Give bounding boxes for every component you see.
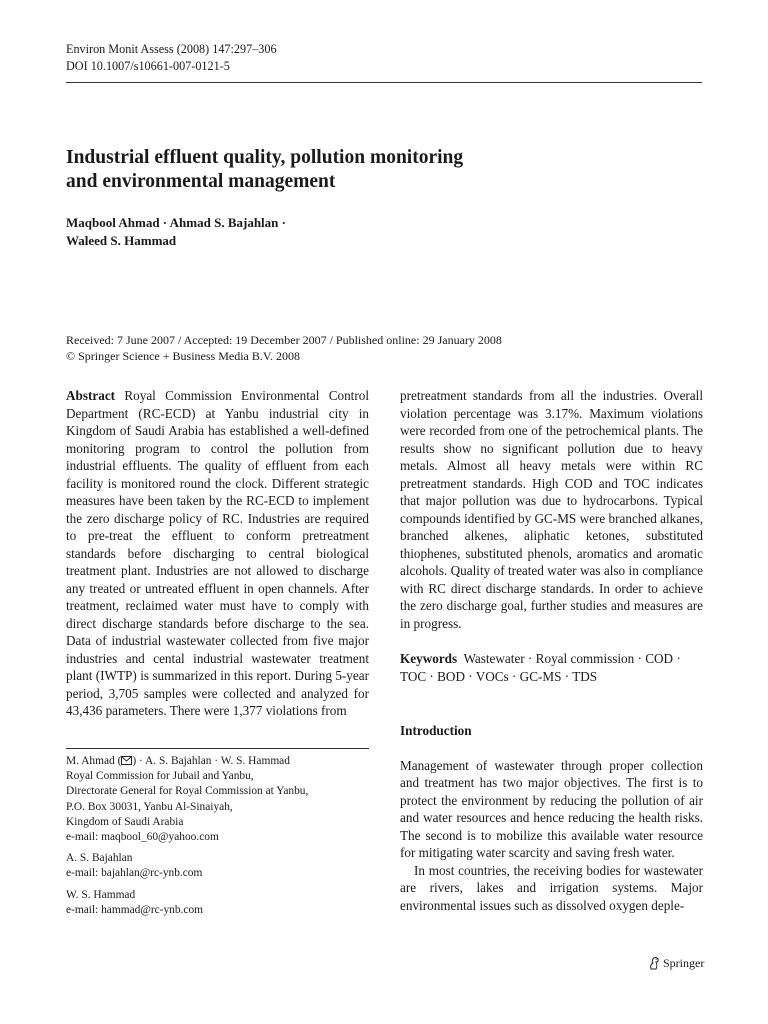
author-bajahlan: A. S. Bajahlan [66,852,133,865]
affiliation-country: Kingdom of Saudi Arabia [66,815,184,828]
author-hammad: W. S. Hammad [66,888,136,901]
intro-paragraph-1: Management of wastewater through proper collection and treatment has two major objectives. The first is to protect the environment by reducing the pollution of air and water resources and hence reducing the health risks. The second is to mobilize this available water resource for mitigating water scarcity and saving fresh water. [400,757,703,860]
affiliation-org: Royal Commission for Jubail and Yanbu, [66,770,254,783]
keywords-text: Wastewater · Royal commission · COD · TOC · BOD · VOCs · GC-MS · TDS [400,651,681,684]
affiliation-address: P.O. Box 30031, Yanbu Al-Sinaiyah, [66,800,233,813]
header-rule [66,82,702,83]
author-list [66,214,466,250]
email-bajahlan[interactable]: e-mail: bajahlan@rc-ynb.com [66,867,203,880]
dates-line: Received: 7 June 2007 / Accepted: 19 December 2007 / Published online: 29 January 2008 [66,333,502,347]
journal-citation: Environ Monit Assess (2008) 147:297–306 [66,42,277,56]
intro-paragraph-2: In most countries, the receiving bodies for wastewater are rivers, lakes and irrigation systems. Major environmental issues such as dissolved oxygen deple- [400,862,703,913]
co-authors: ) · A. S. Bajahlan · W. S. Hammad [132,755,290,767]
abstract-text-right: pretreatment standards from all the industries. Overall violation percentage was 3.17%. Maximum violations were recorded from one of the petrochemical plants. The results show no significant pollution due to heavy metals. Almost all heavy metals were within RC pretreatment standards. High COD and TOC indicates that major pollution was due to hydrocarbons. Typical compounds identified by GC-MS were branched alkanes, branched alkenes, aliphatic ketones, substituted thiophenes, substituted phenols, aromatics and aromatic alcohols. Quality of treated water was also in compliance with RC direct discharge standards. In order to achieve the zero discharge goal, further studies and measures are in progress. [400,388,703,631]
affiliation-rule [66,748,369,749]
title-line-1: Industrial effluent quality, pollution monitoring [66,147,464,168]
springer-horse-icon [648,956,660,970]
copyright-line: © Springer Science + Business Media B.V. 2008 [66,349,300,363]
abstract-text-left: Royal Commission Environmental Control Department (RC-ECD) at Yanbu industrial city in Kingdom of Saudi Arabia has established a well-defined monitoring program to control the pollution from industrial effluents. The quality of effluent from each facility is monitored round the clock. Different strategic measures have been taken by the RC-ECD to implement the zero discharge policy of RC. Industries are required to pre-treat the effluent to conform pretreatment standards before discharging to central biological treatment plant. Industries are not allowed to discharge any treated or untreated effluent in open channels. After treatment, reclaimed water must have to comply with direct discharge standards before discharge to the sea. Data of industrial wastewater collected from five major industries and cental industrial wastewater treatment plant (IWTP) is summarized in this report. During 5-year period, 3,705 samples were collected and analyzed for 43,436 parameters. There were 1,377 violations from [66,388,369,718]
keywords-paragraph [400,650,703,685]
keywords-label: Keywords [400,651,458,666]
article-title [66,146,666,194]
abstract-label: Abstract [66,388,116,403]
email-ahmad[interactable]: e-mail: maqbool_60@yahoo.com [66,831,219,844]
affiliation-block [66,754,376,918]
affiliation-dept: Directorate General for Royal Commission at Yanbu, [66,785,309,798]
envelope-icon [121,756,132,765]
abstract-paragraph [66,387,369,720]
left-column [66,387,369,720]
section-heading-introduction: Introduction [400,723,472,738]
publisher-name: Springer [663,956,705,970]
doi: DOI 10.1007/s10661-007-0121-5 [66,59,230,73]
authors-line-2: Waleed S. Hammad [66,233,177,248]
journal-header [66,41,277,75]
affiliation-authors [66,754,376,769]
right-column [400,387,703,914]
publisher-logo [648,955,704,971]
authors-line-1: Maqbool Ahmad · Ahmad S. Bajahlan · [66,215,286,230]
publication-dates [66,332,706,364]
email-hammad[interactable]: e-mail: hammad@rc-ynb.com [66,903,204,916]
corresponding-author: M. Ahmad ( [66,755,122,767]
title-line-2: and environmental management [66,171,336,192]
